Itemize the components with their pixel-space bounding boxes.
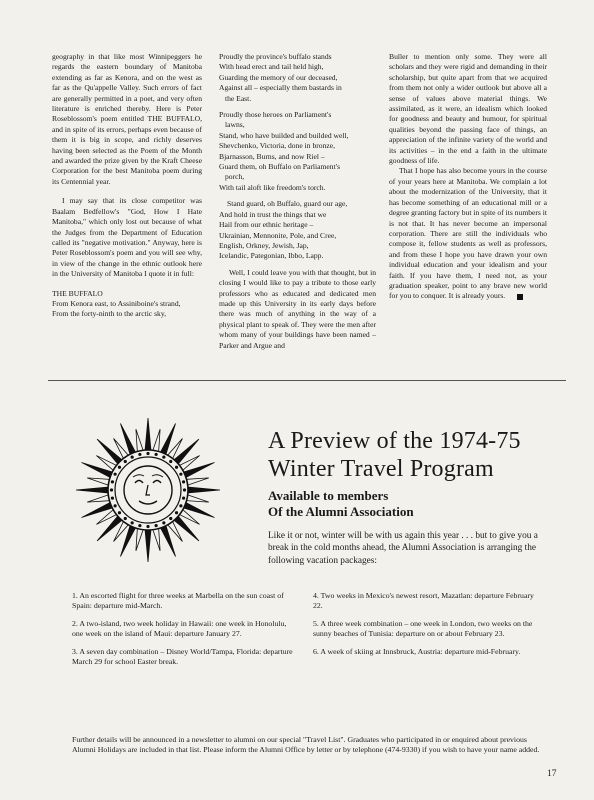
poem-line: Proudly the province's buffalo stands: [219, 52, 332, 61]
poem-line: lawns,: [225, 120, 245, 130]
sun-ring-dot: [118, 466, 121, 469]
article-paragraph: Well, I could leave you with that thought, but in closing I would like to pay a tribute to those early professors who as educated and dedicated men made up this University in its early days before there was much of anything in the way of a physical plant to speak of. They were the men after whom many of your buildings have been named – Parker and Argue and: [219, 267, 376, 350]
article-column-2: [219, 52, 376, 351]
sun-ray: [87, 495, 109, 502]
sun-ring-dot: [111, 480, 114, 483]
sun-face-icon: [73, 415, 223, 565]
sun-ring-dot: [131, 521, 134, 524]
sun-ring-dot: [118, 511, 121, 514]
subtitle-line: Available to members: [268, 488, 389, 503]
sun-ring-dot: [146, 452, 149, 455]
sun-ring-dot: [146, 525, 149, 528]
sun-ring-dot: [131, 456, 134, 459]
section-divider: [48, 380, 566, 381]
sun-ray: [87, 478, 109, 485]
article-paragraph: [389, 166, 547, 301]
sun-face: [124, 466, 172, 514]
article-paragraph-text: That I hope has also become yours in the course of your years here at Manitoba. We complain a lot about the modernization of the University, that it has become something of an educational mill or a degree granting factory but in spite of its numbers it is not that. It has never become an impersonal corporation. There are still the individuals who compose it, fellow students as well as professors, and from these I hope you have drawn your own individual education and your idealism and your faith. If you have them, I need not, as your graduation speaker, point to any brave new world for you to conquer. It is already yours.: [389, 166, 547, 301]
article-paragraph: geography in that like most Winnipeggers he regards the eastern boundary of Manitoba extending as far as Kenora, and on the west as far as the Qu'appelle Valley. Such errors of fact are generally permitted in a poet, and very often literature is enriched thereby. Here is Peter Roseblossom's poem entitled THE BUFFALO, and in spite of its errors, perhaps even because of them it is big in scope, and richly deserves having been selected as the Poem of the Month and awarded the prize given by the Kraft Cheese Corporation for the best Manitoba poem during its Centennial year.: [52, 52, 202, 186]
sun-ray: [187, 478, 209, 485]
sun-ray: [97, 516, 122, 541]
sun-ray: [153, 529, 160, 551]
package-item: 1. An escorted flight for three weeks at Marbella on the sun coast of Spain: departure mid-March.: [72, 591, 284, 610]
sun-ring-dot: [138, 524, 141, 527]
poem-line: Proudly those heroes on Parliament's: [219, 110, 332, 120]
poem-line: Against all – especially them bastards in: [219, 83, 342, 93]
sun-ray: [188, 487, 220, 493]
poem-line: Guard them, oh Buffalo on Parliament's: [219, 162, 341, 172]
sun-ray: [136, 529, 143, 551]
poem-line: Guarding the memory of our deceased,: [219, 72, 338, 82]
poem-line: From Kenora east, to Assiniboine's strand,: [52, 298, 181, 308]
poem-line: English, Orkney, Jewish, Jap,: [219, 240, 309, 250]
sun-ring-dot: [138, 453, 141, 456]
section-subtitle: [268, 488, 558, 520]
sun-ring-dot: [162, 456, 165, 459]
section-title-line: A Preview of the 1974-75: [268, 428, 521, 454]
section-title: [268, 427, 558, 483]
sun-ray: [145, 530, 151, 562]
sun-ring-dot: [183, 488, 186, 491]
sun-ring-dot: [162, 521, 165, 524]
sun-ring-dot: [114, 504, 117, 507]
poem-line: porch,: [225, 172, 245, 182]
poem-line: And hold in trust the things that we: [219, 209, 327, 219]
package-item: 5. A three week combination – one week in London, two weeks on the sunny beaches of Tunisia: departure on or about February 23.: [313, 619, 533, 638]
package-item: 3. A seven day combination – Disney World/Tampa, Florida: departure March 29 for school Easter break.: [72, 647, 293, 666]
sun-ring-dot: [175, 511, 178, 514]
sun-ring-dot: [111, 497, 114, 500]
article-column-3: [389, 52, 547, 302]
package-item: 2. A two-island, two week holiday in Hawaii: one week in Honolulu, one week on the island of Maui: departure January 27.: [72, 619, 287, 638]
poem-line: Hail from our ethnic heritage –: [219, 220, 314, 230]
package-item: 4. Two weeks in Mexico's newest resort, Mazatlan: departure February 22.: [313, 591, 534, 610]
poem-stanza: [219, 110, 376, 193]
package-list-right: [313, 591, 539, 665]
sun-ray: [145, 418, 151, 450]
sun-ring-dot: [182, 497, 185, 500]
sun-ring-dot: [169, 460, 172, 463]
end-of-article-mark: [517, 294, 523, 300]
poem-title: THE BUFFALO: [52, 288, 103, 298]
poem-line: Stand, who have builded and builded well,: [219, 130, 349, 140]
article-paragraph: Buller to mention only some. They were all scholars and they were rigid and demanding in their scholarship, but quite apart from that we acquired from them not only a wider outlook but above all a sense of values above material things. We assimilated, as it were, an idealism which looked for goodness and beauty and humour, for spiritual qualities beyond the passing face of things, an appreciation of the infinite variety of the world and its activities – in the end a faith in the ultimate goodness of life.: [389, 52, 547, 166]
sun-ring-dot: [124, 517, 127, 520]
article-column-1: [52, 52, 202, 320]
poem-stanza: [219, 199, 376, 261]
sun-ray: [174, 516, 199, 541]
subtitle-line: Of the Alumni Association: [268, 504, 414, 519]
sun-ring-dot: [110, 488, 113, 491]
sun-ring-dot: [179, 504, 182, 507]
package-list-left: [72, 591, 296, 675]
sun-ring-dot: [179, 473, 182, 476]
poem-line: the East.: [225, 93, 252, 103]
sun-ring-dot: [124, 460, 127, 463]
sun-ray: [187, 495, 209, 502]
section-title-line: Winter Travel Program: [268, 456, 494, 482]
sun-ray: [174, 439, 199, 464]
poem-line: Ukrainian, Mennonite, Pole, and Cree,: [219, 230, 337, 240]
poem-stanza: [219, 52, 376, 104]
sun-ray: [97, 439, 122, 464]
sun-ring-dot: [155, 524, 158, 527]
article-paragraph: I may say that its close competitor was Baalam Bedfellow's "God, How I Hate Manitoba," which only lost out because of what the Judges from the Department of Education called its "negative motivation." Anyway, here is Peter Roseblossom's poem and you will see why, in view of the change in the ethnic outlook here in the University of Manitoba I quote it in full:: [52, 196, 202, 279]
sun-ring-dot: [175, 466, 178, 469]
poem-line: Bjarnasson, Burns, and now Riel –: [219, 151, 325, 161]
package-item: 6. A week of skiing at Innsbruck, Austria: departure mid-February.: [313, 647, 521, 656]
poem-line: Stand guard, oh Buffalo, guard our age,: [227, 199, 348, 209]
poem-line: Icelandic, Pategonian, Ibbo, Lapp.: [219, 251, 324, 261]
sun-ring-dot: [114, 473, 117, 476]
poem-line: Shevchenko, Victoria, done in bronze,: [219, 141, 336, 151]
sun-ray: [136, 429, 143, 451]
sun-ray: [153, 429, 160, 451]
poem-line: From the forty-ninth to the arctic sky,: [52, 309, 167, 319]
page-number: 17: [547, 769, 557, 779]
intro-paragraph: Like it or not, winter will be with us again this year . . . but to give you a break in the cold months ahead, the Alumni Association is arranging the following vacation packages:: [268, 531, 538, 566]
poem-line: With head erect and tail held high,: [219, 62, 324, 72]
sun-ray: [76, 487, 108, 493]
sun-ring-dot: [182, 480, 185, 483]
poem-line: With tail aloft like freedom's torch.: [219, 182, 326, 192]
sun-ring-dot: [155, 453, 158, 456]
sun-ring-dot: [169, 517, 172, 520]
footer-note: Further details will be announced in a newsletter to alumni on our special "Travel List". Graduates who participated in or enquired about previous Alumni Holidays are included in that list. Please inform the Alumni Office by letter or by telephone (474-9330) if you wish to have your name added.: [72, 735, 540, 754]
